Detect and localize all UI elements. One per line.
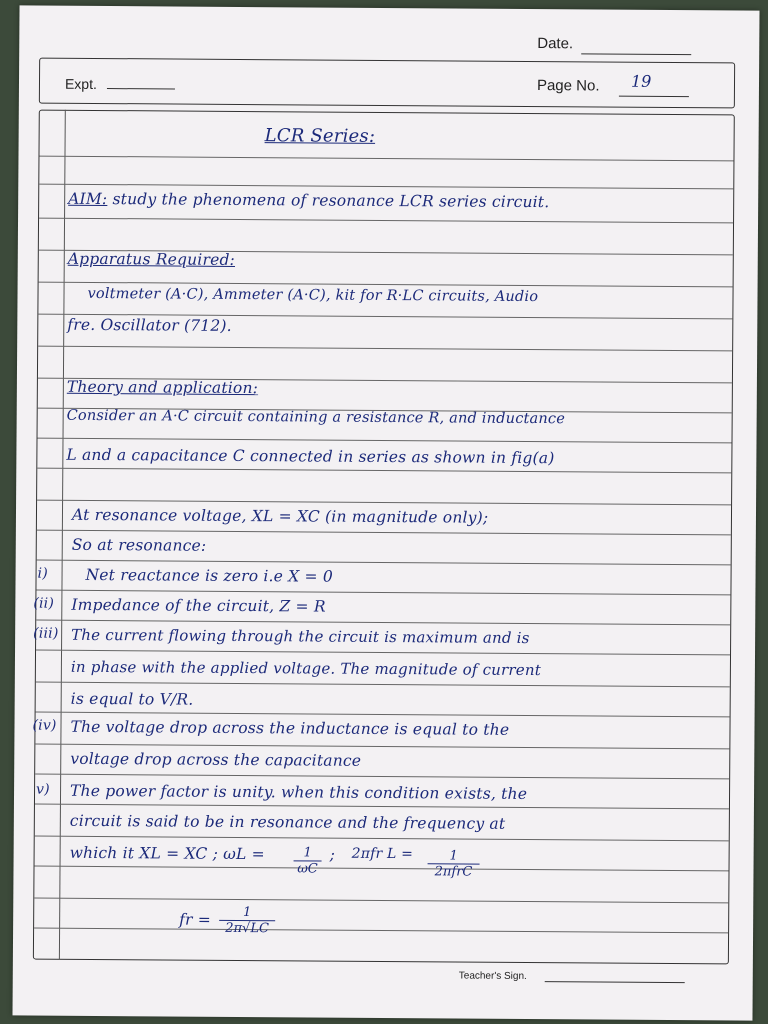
fraction-numerator: 1 — [303, 845, 312, 861]
apparatus-line-2: fre. Oscillator (712). — [67, 315, 232, 335]
fraction-1-over-wc — [293, 845, 321, 876]
point-text: The voltage drop across the inductance is equal to the — [70, 717, 510, 739]
aim-line — [68, 190, 549, 211]
teacher-sign-line — [545, 981, 685, 983]
theory-heading: Theory and application: — [66, 377, 259, 398]
page-no-value: 19 — [630, 71, 652, 91]
notebook-page — [12, 5, 759, 1020]
fraction-resonant-frequency — [219, 905, 275, 936]
point-text: voltage drop across the capacitance — [70, 749, 362, 770]
point-text: is equal to V/R. — [70, 689, 194, 709]
formula-separator: ; — [329, 845, 336, 864]
point-text: The current flowing through the circuit is maximum and is — [71, 625, 530, 648]
date-label: Date. — [537, 35, 574, 53]
fraction-numerator: 1 — [243, 905, 252, 921]
date-field-line — [581, 53, 691, 55]
resonance-line-2: So at resonance: — [71, 535, 207, 555]
point-text: circuit is said to be in resonance and the frequency at — [69, 811, 506, 833]
apparatus-line-1: voltmeter (A·C), Ammeter (A·C), kit for R·LC circuits, Audio — [87, 285, 539, 306]
expt-label: Expt. — [64, 75, 97, 92]
formula-fr: fr = — [179, 910, 212, 929]
fraction-numerator: 1 — [449, 848, 458, 864]
formula-2pifl: 2πfr L = — [351, 845, 414, 863]
theory-line-2: L and a capacitance C connected in series as shown in fig(a) — [66, 445, 555, 468]
resonance-line-1: At resonance voltage, XL = XC (in magnitude only); — [71, 505, 489, 527]
theory-line-1: Consider an A·C circuit containing a resistance R, and inductance — [66, 407, 566, 428]
point-number: (iv) — [32, 717, 57, 734]
fraction-denominator: ωC — [293, 860, 321, 876]
point-text: in phase with the applied voltage. The magnitude of current — [70, 657, 542, 680]
point-number: (ii) — [33, 595, 55, 612]
page-title: LCR Series: — [264, 125, 376, 147]
page-no-label: Page No. — [536, 77, 600, 95]
point-text: Net reactance is zero i.e X = 0 — [85, 565, 334, 586]
point-number: (iii) — [33, 625, 59, 642]
point-text: which it XL = XC ; ωL = — [69, 843, 265, 864]
fraction-denominator: 2π√LC — [219, 920, 275, 936]
teacher-sign-label: Teacher's Sign. — [458, 970, 527, 982]
aim-label: AIM: — [68, 189, 108, 209]
point-text: The power factor is unity. when this condition exists, the — [69, 781, 528, 803]
point-number: i) — [37, 565, 48, 582]
point-number: v) — [36, 781, 50, 798]
point-text: Impedance of the circuit, Z = R — [71, 595, 326, 616]
fraction-1-over-2pifc — [427, 848, 479, 879]
apparatus-heading: Apparatus Required: — [67, 249, 236, 269]
aim-text: study the phenomena of resonance LCR series circuit. — [107, 190, 550, 212]
fraction-denominator: 2πfrC — [427, 863, 479, 879]
